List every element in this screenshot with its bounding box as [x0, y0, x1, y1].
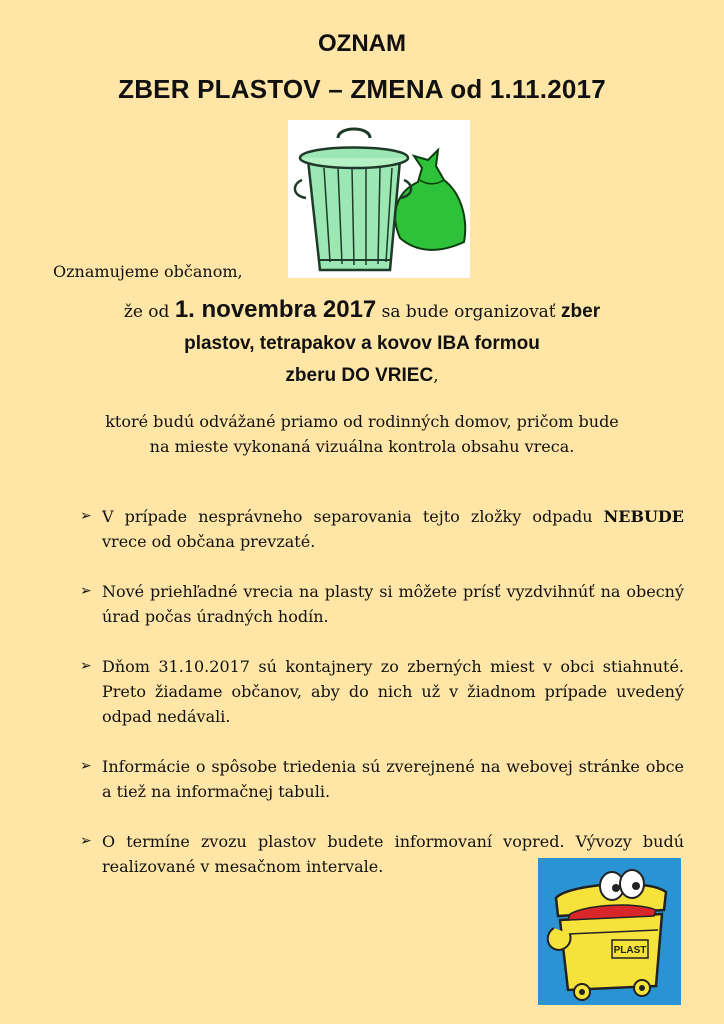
trash-bin-illustration — [288, 120, 470, 278]
arrow-bullet-icon: ➢ — [80, 758, 92, 774]
bullet-item — [80, 504, 684, 554]
notice-title: OZNAM — [318, 30, 406, 57]
lead-bold-1: zber — [561, 301, 601, 322]
lead-middle: sa bude organizovať — [381, 302, 556, 322]
plastic-container-illustration — [538, 858, 681, 1005]
bullet-list — [80, 504, 684, 904]
bullet-bold-text: NEBUDE — [603, 507, 684, 526]
lead-paragraph — [40, 294, 684, 392]
bullet-text: Nové priehľadné vrecia na plasty si môžete prísť vyzdvihnúť na obecný úrad počas úradných hodín. — [102, 582, 684, 626]
notice-subtitle: ZBER PLASTOV – ZMENA od 1.11.2017 — [118, 74, 606, 104]
lead-prefix: že od — [123, 302, 170, 322]
bullet-text: Informácie o spôsobe triedenia sú zverejnené na webovej stránke obce a tiež na informačnej tabuli. — [102, 757, 684, 801]
lead-line-1 — [40, 294, 684, 328]
description-line-1: ktoré budú odvážané priamo od rodinných domov, pričom bude — [105, 412, 619, 431]
plastic-container-icon — [538, 858, 681, 1005]
lead-date: 1. novembra 2017 — [174, 296, 377, 323]
garbage-bag-icon — [395, 150, 465, 250]
bullet-item — [80, 754, 684, 804]
arrow-bullet-icon: ➢ — [80, 583, 92, 599]
bullet-text: vrece od občana prevzaté. — [102, 532, 316, 551]
description-line-2: na mieste vykonaná vizuálna kontrola obsahu vreca. — [149, 437, 575, 456]
bullet-text: Dňom 31.10.2017 sú kontajnery zo zberných miest v obci stiahnuté. Preto žiadame občanov, aby do nich už v žiadnom prípade uvedený odpad nedávali. — [102, 657, 684, 726]
arrow-bullet-icon: ➢ — [80, 508, 92, 524]
trash-bin-icon — [288, 120, 470, 278]
lead-bold-2: plastov, tetrapakov a kovov IBA formou — [184, 333, 540, 354]
greeting-text: Oznamujeme občanom, — [53, 262, 243, 281]
lead-line-2 — [40, 328, 684, 360]
bullet-text: O termíne zvozu plastov budete informovaní vopred. Vývozy budú realizované v mesačnom intervale. — [102, 832, 684, 876]
bullet-item — [80, 579, 684, 629]
lead-bold-3: zberu DO VRIEC — [285, 365, 434, 386]
plast-label: PLAST — [613, 945, 647, 956]
bullet-text: V prípade nesprávneho separovania tejto zložky odpadu — [102, 507, 604, 526]
lead-comma: , — [433, 366, 439, 386]
bullet-item — [80, 654, 684, 729]
description-paragraph — [40, 409, 684, 459]
lead-line-3 — [40, 360, 684, 392]
arrow-bullet-icon: ➢ — [80, 833, 92, 849]
arrow-bullet-icon: ➢ — [80, 658, 92, 674]
